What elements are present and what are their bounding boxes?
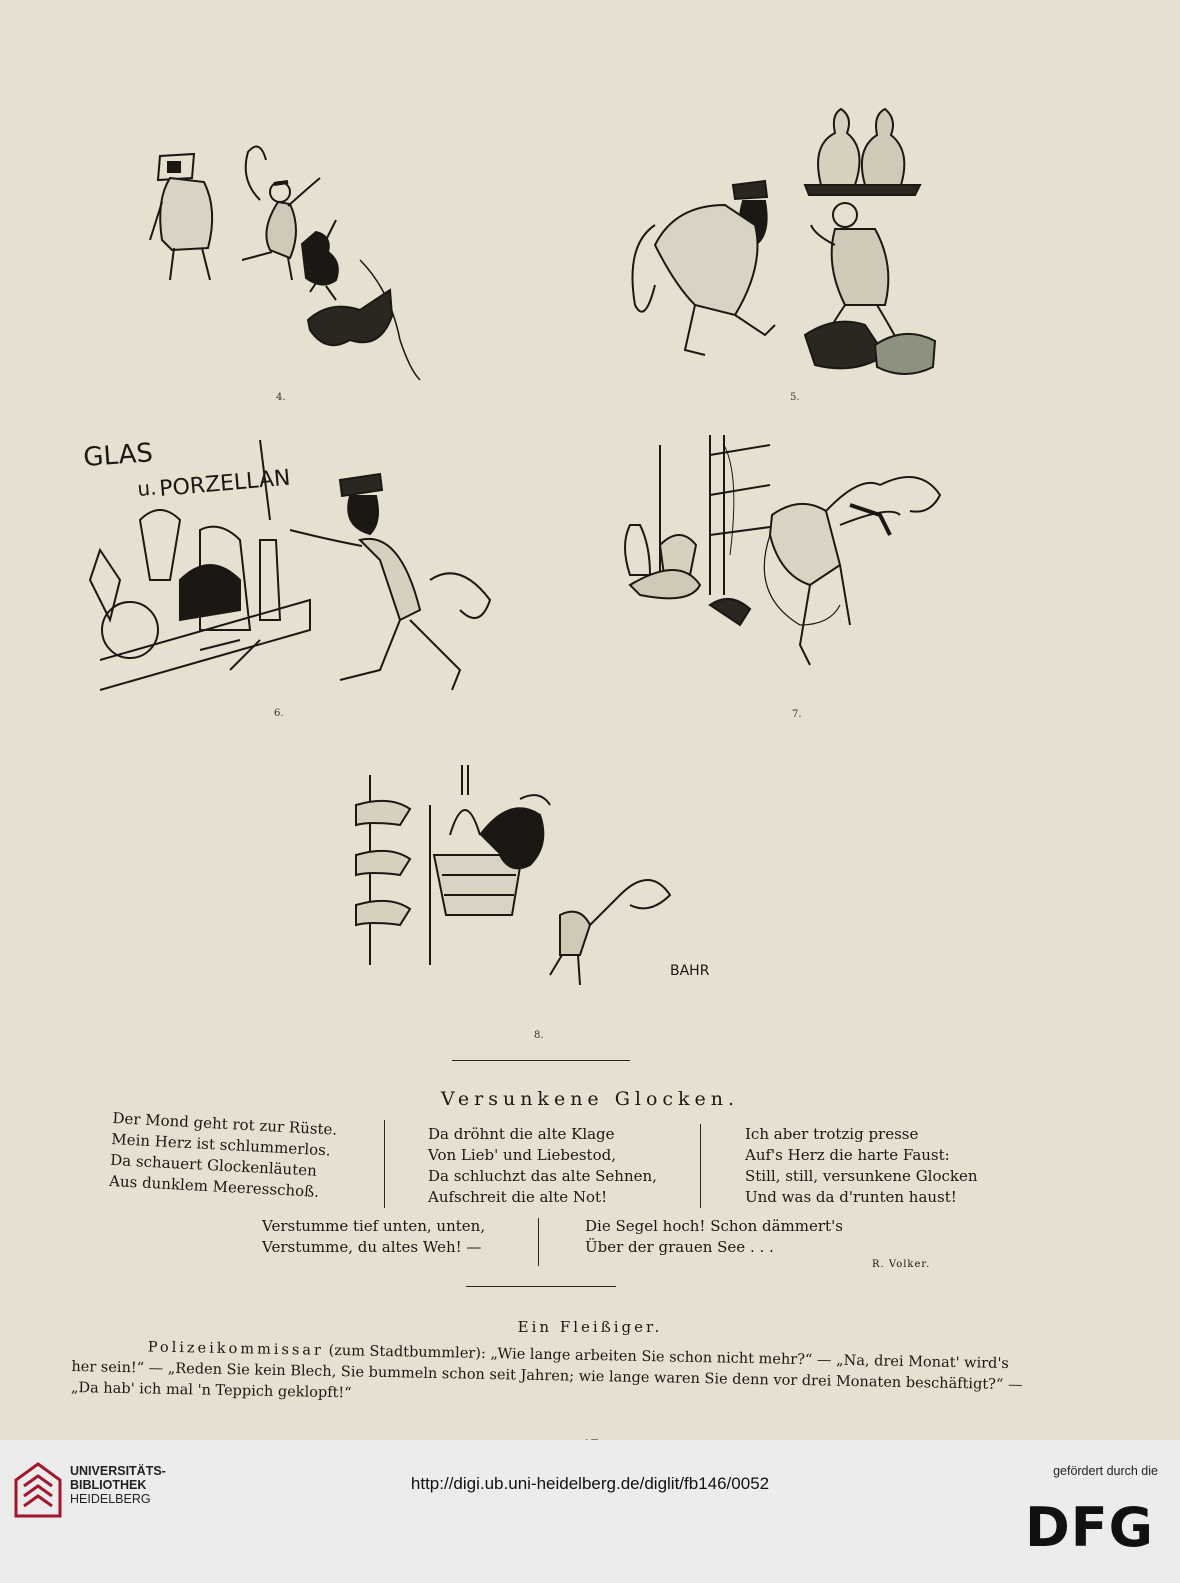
poem-stanza-4 [262,1216,485,1258]
poem-line: Die Segel hoch! Schon dämmert's [585,1217,843,1235]
illustration-5 [615,105,955,390]
illustration-number: 8. [534,1030,544,1041]
poem-line: Von Lieb' und Liebestod, [428,1146,616,1164]
poem-line: Da dröhnt die alte Klage [428,1125,615,1143]
illustration-7 [600,435,970,700]
poem-line: Aus dunklem Meeresschoß. [108,1171,320,1201]
ornament-divider [466,1286,616,1287]
poem-line: Der Mond geht rot zur Rüste. [112,1108,338,1139]
poem-line: Still, still, versunkene Glocken [745,1167,978,1185]
poem-stanza-5 [585,1216,843,1258]
poem-title: Versunkene Glocken. [440,1088,740,1110]
poem-line: Auf's Herz die harte Faust: [745,1146,950,1164]
poem-line: Da schauert Glockenläuten [109,1150,318,1180]
anecdote-speaker: Polizeikommissar [147,1339,325,1359]
anecdote-text [71,1336,1032,1417]
institution-name: UNIVERSITÄTS- BIBLIOTHEK HEIDELBERG [70,1464,166,1506]
svg-text:u.: u. [136,475,158,501]
artist-signature: BAHR [670,963,710,979]
poem-line: Aufschreit die alte Not! [428,1188,608,1206]
anecdote-body: (zum Stadtbummler): „Wie lange arbeiten Sie schon nicht mehr?“ — „Na, drei Monat' wird's her sein!“ — „Reden Sie kein Blech, Sie bummeln schon seit Jahren; wie lange waren Sie denn vor drei Monaten beschäftigt?“ — „Da hab' ich mal 'n Teppich geklopft!“ [70,1342,1023,1402]
illustration-number: 6. [274,708,284,719]
illustration-8 [350,765,730,1015]
poem-stanza-2 [428,1124,657,1208]
poem-line: Da schluchzt das alte Sehnen, [428,1167,657,1185]
illustration-6 [80,430,520,705]
illustration-number: 5. [790,392,800,403]
divider [452,1060,630,1061]
poem-line: Verstumme, du altes Weh! — [262,1238,482,1256]
poem-line: Ich aber trotzig presse [745,1125,919,1143]
digitization-footer [0,1440,1180,1583]
poem-line: Über der grauen See . . . [585,1238,774,1256]
column-divider [700,1124,701,1208]
column-divider [384,1120,385,1208]
poem-line: Verstumme tief unten, unten, [262,1217,486,1235]
svg-text:PORZELLAN: PORZELLAN [158,465,292,502]
svg-text:GLAS: GLAS [82,438,154,473]
poem-line: Mein Herz ist schlummerlos. [110,1129,332,1160]
illustration-number: 4. [276,392,286,403]
funding-note: gefördert durch die [1053,1464,1158,1478]
column-divider [538,1218,539,1266]
illustration-4 [130,140,440,385]
permalink-url[interactable]: http://digi.ub.uni-heidelberg.de/diglit/fb146/0052 [410,1474,770,1493]
poem-author: R. Volker. [872,1259,931,1270]
dfg-logo: DFG [1024,1496,1154,1559]
anecdote-title: Ein Fleißiger. [517,1318,663,1336]
poem-line: Und was da d'runten haust! [745,1188,957,1206]
illustration-number: 7. [792,709,802,720]
poem-stanza-3 [745,1124,978,1208]
poem-stanza-1 [109,1108,338,1204]
